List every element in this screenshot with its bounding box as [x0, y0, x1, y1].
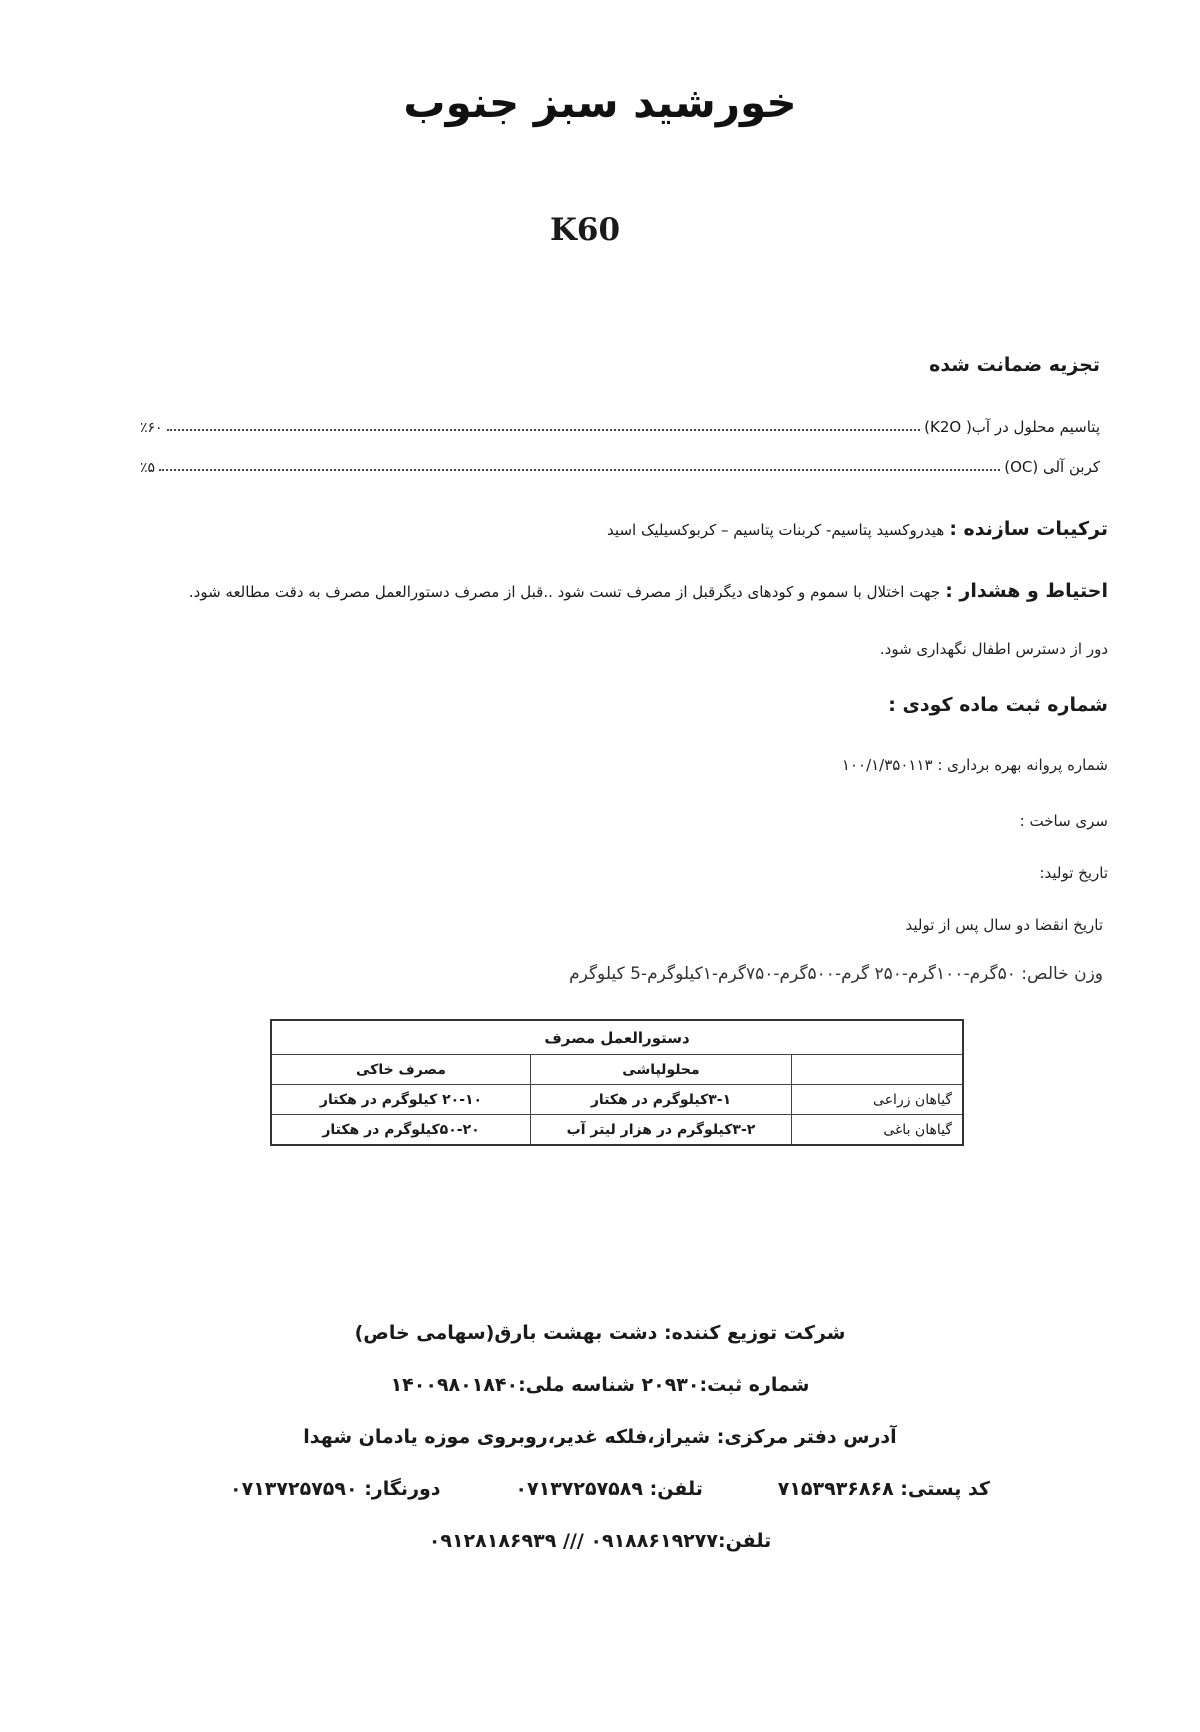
caution-label: احتیاط و هشدار :	[945, 580, 1108, 602]
children-warning: دور از دسترس اطفال نگهداری شود.	[879, 640, 1108, 658]
soil-cell: ۵۰-۲۰کیلوگرم در هکتار	[271, 1115, 531, 1146]
column-header-soil: مصرف خاکی	[271, 1055, 531, 1085]
dotted-leader	[159, 468, 1000, 471]
guaranteed-analysis-heading: تجزیه ضمانت شده	[929, 354, 1100, 376]
analysis-label: کربن آلی (OC)	[1004, 458, 1100, 476]
usage-table	[270, 1019, 964, 1146]
registration-heading: شماره ثبت ماده کودی :	[888, 694, 1108, 716]
expiry-date: تاریخ انقضا دو سال پس از تولید	[905, 916, 1103, 934]
dotted-leader	[167, 428, 921, 431]
column-header-foliar: محلولپاشی	[531, 1055, 792, 1085]
table-caption-row	[271, 1020, 963, 1055]
ingredients-text: هیدروکسید پتاسیم- کربنات پتاسیم – کربوکسیلیک اسید	[607, 521, 945, 539]
production-date: تاریخ تولید:	[1039, 864, 1108, 882]
plant-cell: گیاهان باغی	[792, 1115, 964, 1146]
fax-number: دورنگار: ۰۷۱۳۷۲۵۷۵۹۰	[230, 1478, 441, 1500]
ingredients-label: ترکیبات سازنده :	[949, 518, 1108, 540]
table-row	[271, 1115, 963, 1146]
company-registration-line: شماره ثبت:۲۰۹۳۰ شناسه ملی:۱۴۰۰۹۸۰۱۸۴۰	[390, 1374, 810, 1396]
analysis-row-potassium	[140, 412, 1100, 436]
analysis-value: ٪۶۰	[140, 420, 163, 436]
contact-line	[230, 1478, 990, 1500]
product-code: K60	[549, 212, 621, 248]
phone-number: تلفن: ۰۷۱۳۷۲۵۷۵۸۹	[515, 1478, 703, 1500]
ingredients-line	[607, 518, 1108, 540]
net-weight: وزن خالص: ۵۰گرم-۱۰۰گرم-۲۵۰ گرم-۵۰۰گرم-۷۵۰گرم-۱کیلوگرم-5 کیلوگرم	[569, 964, 1103, 984]
column-header-plant	[792, 1055, 964, 1085]
soil-cell: ۲۰-۱۰ کیلوگرم در هکتار	[271, 1085, 531, 1115]
analysis-label: پتاسیم محلول در آب( K2O)	[924, 418, 1100, 436]
table-header-row	[271, 1055, 963, 1085]
batch-number: سری ساخت :	[1019, 812, 1108, 830]
license-number: شماره پروانه بهره برداری : ۱۰۰/۱/۳۵۰۱۱۳	[841, 756, 1108, 774]
foliar-cell: ۳-۲کیلوگرم در هزار لیتر آب	[531, 1115, 792, 1146]
analysis-value: ٪۵	[140, 460, 156, 476]
company-title: خورشید سبز جنوب	[403, 78, 797, 127]
table-row	[271, 1085, 963, 1115]
postal-code: کد پستی: ۷۱۵۳۹۳۶۸۶۸	[777, 1478, 990, 1500]
mobile-phones-line: تلفن:۰۹۱۸۸۶۱۹۲۷۷ /// ۰۹۱۲۸۱۸۶۹۳۹	[428, 1530, 772, 1552]
distributor-line: شرکت توزیع کننده: دشت بهشت بارق(سهامی خاص)	[354, 1322, 846, 1344]
address-line: آدرس دفتر مرکزی: شیراز،فلکه غدیر،روبروی موزه یادمان شهدا	[303, 1426, 897, 1448]
caution-text: جهت اختلال با سموم و کودهای دیگرقبل از مصرف تست شود ..قبل از مصرف دستورالعمل مصرف به دقت مطالعه شود.	[188, 583, 941, 601]
caution-line	[189, 580, 1108, 602]
analysis-row-organic-carbon	[140, 452, 1100, 476]
foliar-cell: ۳-۱کیلوگرم در هکتار	[531, 1085, 792, 1115]
table-caption: دستورالعمل مصرف	[271, 1020, 963, 1055]
plant-cell: گیاهان زراعی	[792, 1085, 964, 1115]
